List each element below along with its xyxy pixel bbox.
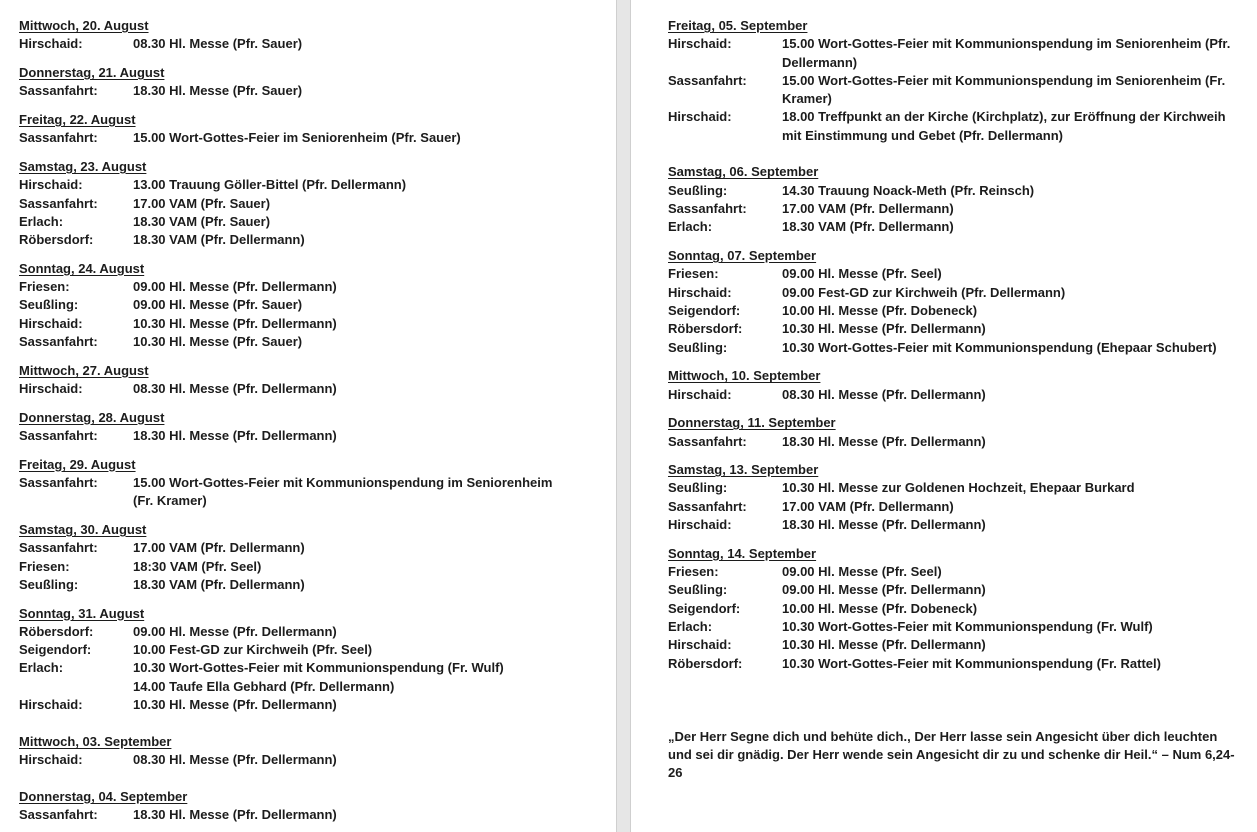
day-block — [19, 788, 573, 825]
entry-place: Friesen: — [668, 266, 719, 282]
entry-event: 15.00 Wort-Gottes-Feier mit Kommunionspendung im Seniorenheim (Fr. Kramer) — [133, 474, 553, 509]
entry-event: 18.30 Hl. Messe (Pfr. Dellermann) — [133, 806, 337, 822]
entry-place: Hirschaid: — [668, 284, 732, 300]
schedule-entry — [668, 618, 1243, 636]
entry-place — [19, 678, 133, 696]
entry-event: 18.30 Hl. Messe (Pfr. Dellermann) — [133, 427, 337, 443]
schedule-entry — [668, 386, 1243, 404]
entry-place: Erlach: — [19, 213, 64, 229]
entry-event: 09.00 Hl. Messe (Pfr. Dellermann) — [133, 279, 337, 295]
entry-place: Friesen: — [668, 564, 719, 580]
schedule-entry — [19, 380, 573, 398]
entry-place: Röbersdorf: — [668, 321, 743, 337]
schedule-entry — [19, 129, 573, 147]
day-block — [668, 247, 1243, 357]
schedule-entry — [668, 498, 1243, 516]
entry-event: 10.00 Fest-GD zur Kirchweih (Pfr. Seel) — [133, 642, 373, 658]
schedule-entry — [19, 176, 573, 194]
schedule-entry — [668, 600, 1243, 618]
schedule-entry — [668, 284, 1243, 302]
entry-place: Seigendorf: — [19, 642, 92, 658]
entry-event: 09.00 Fest-GD zur Kirchweih (Pfr. Dellermann) — [782, 284, 1066, 300]
entry-event: 18.30 VAM (Pfr. Sauer) — [133, 213, 271, 229]
entry-event: 09.00 Hl. Messe (Pfr. Dellermann) — [782, 582, 986, 598]
entry-event: 10.30 Hl. Messe (Pfr. Dellermann) — [133, 315, 337, 331]
day-block — [19, 456, 573, 511]
schedule-entry — [668, 655, 1243, 673]
day-heading: Samstag, 23. August — [19, 158, 147, 174]
schedule-entry — [19, 576, 573, 594]
schedule-entry — [19, 333, 573, 351]
day-heading: Freitag, 29. August — [19, 456, 136, 472]
entry-place: Seußling: — [668, 480, 728, 496]
entry-place: Hirschaid: — [668, 109, 732, 125]
entry-place: Seußling: — [19, 576, 79, 592]
day-heading: Mittwoch, 27. August — [19, 362, 149, 378]
schedule-entry — [668, 72, 1243, 109]
entry-place: Seußling: — [19, 297, 79, 313]
entry-event: 10.30 Hl. Messe (Pfr. Dellermann) — [782, 637, 986, 653]
entry-event: 18.30 Hl. Messe (Pfr. Sauer) — [133, 83, 303, 99]
day-heading: Sonntag, 07. September — [668, 248, 817, 264]
entry-place: Seußling: — [668, 339, 728, 355]
day-heading: Sonntag, 24. August — [19, 260, 145, 276]
schedule-column-left — [19, 17, 573, 832]
day-block — [19, 17, 573, 54]
entry-event: 08.30 Hl. Messe (Pfr. Dellermann) — [133, 381, 337, 396]
entry-event: 08.30 Hl. Messe (Pfr. Dellermann) — [782, 386, 986, 402]
entry-place: Friesen: — [19, 279, 70, 295]
entry-place: Hirschaid: — [19, 177, 83, 193]
schedule-entry — [19, 678, 573, 696]
schedule-entry — [668, 108, 1243, 145]
day-heading: Donnerstag, 28. August — [19, 409, 165, 425]
entry-place: Hirschaid: — [19, 697, 83, 713]
entry-event: 18.00 Treffpunkt an der Kirche (Kirchplatz), zur Eröffnung der Kirchweih mit Einstimmung und Gebet (Pfr. Dellermann) — [782, 109, 1226, 143]
entry-place: Sassanfahrt: — [668, 72, 747, 88]
day-heading: Mittwoch, 10. September — [668, 368, 821, 384]
schedule-entry — [19, 427, 573, 445]
day-block — [19, 409, 573, 446]
entry-event: 15.00 Wort-Gottes-Feier im Seniorenheim (Pfr. Sauer) — [133, 130, 461, 146]
schedule-entry — [668, 563, 1243, 581]
entry-place: Sassanfahrt: — [668, 433, 747, 449]
day-heading: Donnerstag, 21. August — [19, 64, 165, 80]
entry-place: Sassanfahrt: — [19, 130, 98, 146]
entry-place: Sassanfahrt: — [19, 83, 98, 99]
schedule-entry — [19, 806, 573, 824]
schedule-entry — [668, 479, 1243, 497]
entry-event: 10.30 Hl. Messe zur Goldenen Hochzeit, Ehepaar Burkard — [782, 480, 1135, 496]
day-heading: Sonntag, 31. August — [19, 605, 145, 621]
schedule-entry — [19, 751, 573, 769]
day-heading: Donnerstag, 04. September — [19, 788, 188, 804]
day-heading: Donnerstag, 11. September — [668, 415, 836, 431]
day-heading: Samstag, 30. August — [19, 521, 147, 537]
schedule-entry — [668, 302, 1243, 320]
entry-event: 10.30 Wort-Gottes-Feier mit Kommunionspendung (Fr. Wulf) — [133, 660, 504, 676]
entry-event: 18.30 VAM (Pfr. Dellermann) — [782, 219, 954, 235]
entry-place: Hirschaid: — [668, 36, 732, 52]
entry-event: 10.30 Hl. Messe (Pfr. Dellermann) — [133, 697, 337, 713]
day-block — [19, 733, 573, 770]
entry-event: 14.30 Trauung Noack-Meth (Pfr. Reinsch) — [782, 182, 1035, 198]
entry-event: 18.30 VAM (Pfr. Dellermann) — [133, 576, 305, 592]
day-heading: Samstag, 13. September — [668, 462, 819, 478]
entry-place: Sassanfahrt: — [19, 195, 98, 211]
schedule-entry — [19, 278, 573, 296]
entry-place: Röbersdorf: — [19, 232, 94, 248]
day-block — [19, 111, 573, 148]
entry-place: Seigendorf: — [668, 600, 741, 616]
day-block — [668, 163, 1243, 236]
entry-event: 09.00 Hl. Messe (Pfr. Seel) — [782, 266, 942, 282]
day-block — [668, 545, 1243, 673]
entry-event: 10.00 Hl. Messe (Pfr. Dobeneck) — [782, 302, 978, 318]
schedule-entry — [668, 636, 1243, 654]
document-page-right — [631, 0, 1257, 832]
entry-event: 18:30 VAM (Pfr. Seel) — [133, 558, 262, 574]
entry-event: 18.30 Hl. Messe (Pfr. Dellermann) — [782, 433, 986, 449]
entry-place: Sassanfahrt: — [19, 540, 98, 556]
schedule-entry — [19, 35, 573, 53]
entry-place: Sassanfahrt: — [19, 806, 98, 822]
entry-event: 10.30 Wort-Gottes-Feier mit Kommunionspendung (Fr. Rattel) — [782, 655, 1161, 671]
schedule-entry — [19, 623, 573, 641]
entry-event: 10.30 Wort-Gottes-Feier mit Kommunionspendung (Fr. Wulf) — [782, 618, 1153, 634]
entry-event: 14.00 Taufe Ella Gebhard (Pfr. Dellermann) — [133, 678, 395, 694]
entry-place: Hirschaid: — [668, 517, 732, 533]
schedule-entry — [668, 265, 1243, 283]
entry-event: 18.30 VAM (Pfr. Dellermann) — [133, 232, 305, 248]
schedule-entry — [668, 200, 1243, 218]
schedule-entry — [19, 696, 573, 714]
entry-event: 09.00 Hl. Messe (Pfr. Seel) — [782, 564, 942, 580]
day-heading: Freitag, 05. September — [668, 18, 808, 33]
entry-place: Sassanfahrt: — [19, 474, 98, 490]
entry-event: 15.00 Wort-Gottes-Feier mit Kommunionspendung im Seniorenheim (Pfr. Dellermann) — [782, 36, 1231, 70]
day-block — [19, 362, 573, 399]
entry-event: 15.00 Wort-Gottes-Feier mit Kommunionspendung im Seniorenheim (Fr. Kramer) — [782, 72, 1226, 107]
entry-event: 13.00 Trauung Göller-Bittel (Pfr. Dellermann) — [133, 177, 407, 193]
schedule-entry — [19, 539, 573, 557]
entry-event: 17.00 VAM (Pfr. Dellermann) — [782, 201, 954, 217]
schedule-entry — [668, 320, 1243, 338]
entry-event: 09.00 Hl. Messe (Pfr. Dellermann) — [133, 623, 337, 639]
entry-place: Erlach: — [19, 660, 64, 676]
entry-place: Hirschaid: — [19, 36, 83, 52]
schedule-entry — [19, 195, 573, 213]
entry-place: Hirschaid: — [668, 386, 732, 402]
schedule-days-right — [668, 17, 1243, 673]
entry-place: Seußling: — [668, 182, 728, 198]
schedule-entry — [668, 35, 1243, 72]
entry-place: Hirschaid: — [19, 752, 83, 767]
schedule-entry — [19, 231, 573, 249]
schedule-entry — [668, 516, 1243, 534]
day-heading: Samstag, 06. September — [668, 164, 819, 180]
day-block — [19, 260, 573, 351]
bible-quote: „Der Herr Segne dich und behüte dich., Der Herr lasse sein Angesicht über dich leuchten und sei dir gnädig. Der Herr wende sein Angesicht dir zu und schenke dir Heil.“ – Num 6,24-26 — [668, 728, 1235, 781]
entry-event: 18.30 Hl. Messe (Pfr. Dellermann) — [782, 517, 986, 533]
entry-place: Röbersdorf: — [668, 655, 743, 671]
day-heading: Mittwoch, 03. September — [19, 733, 172, 749]
schedule-entry — [668, 433, 1243, 451]
schedule-entry — [19, 213, 573, 231]
entry-event: 17.00 VAM (Pfr. Sauer) — [133, 195, 271, 211]
entry-event: 10.00 Hl. Messe (Pfr. Dobeneck) — [782, 600, 978, 616]
entry-event: 08.30 Hl. Messe (Pfr. Dellermann) — [133, 752, 337, 767]
entry-place: Sassanfahrt: — [19, 334, 98, 350]
entry-place: Röbersdorf: — [19, 623, 94, 639]
day-block — [19, 158, 573, 249]
entry-event: 17.00 VAM (Pfr. Dellermann) — [133, 540, 305, 556]
schedule-entry — [19, 474, 573, 511]
day-block — [19, 64, 573, 101]
entry-place: Seußling: — [668, 582, 728, 598]
document-page-left — [0, 0, 616, 832]
schedule-entry — [19, 659, 573, 677]
day-block — [668, 17, 1243, 145]
entry-place: Hirschaid: — [19, 381, 83, 396]
schedule-entry — [19, 641, 573, 659]
entry-event: 10.30 Hl. Messe (Pfr. Dellermann) — [782, 321, 986, 337]
entry-place: Sassanfahrt: — [668, 498, 747, 514]
schedule-entry — [668, 182, 1243, 200]
entry-place: Friesen: — [19, 558, 70, 574]
day-heading: Mittwoch, 20. August — [19, 18, 149, 33]
day-block — [19, 605, 573, 715]
schedule-entry — [19, 82, 573, 100]
entry-event: 10.30 Wort-Gottes-Feier mit Kommunionspendung (Ehepaar Schubert) — [782, 339, 1217, 355]
schedule-column-right — [668, 17, 1243, 783]
entry-place: Erlach: — [668, 219, 713, 235]
entry-event: 08.30 Hl. Messe (Pfr. Sauer) — [133, 36, 303, 52]
schedule-entry — [668, 581, 1243, 599]
entry-event: 09.00 Hl. Messe (Pfr. Sauer) — [133, 297, 303, 313]
day-block — [19, 521, 573, 594]
entry-place: Sassanfahrt: — [19, 427, 98, 443]
day-block — [668, 414, 1243, 451]
day-block — [668, 461, 1243, 534]
entry-event: 17.00 VAM (Pfr. Dellermann) — [782, 498, 954, 514]
schedule-entry — [668, 339, 1243, 357]
schedule-entry — [19, 558, 573, 576]
entry-place: Hirschaid: — [668, 637, 732, 653]
schedule-entry — [19, 296, 573, 314]
entry-place: Erlach: — [668, 618, 713, 634]
page-gutter — [616, 0, 631, 832]
schedule-entry — [668, 218, 1243, 236]
entry-place: Hirschaid: — [19, 315, 83, 331]
schedule-entry — [19, 315, 573, 333]
entry-place: Sassanfahrt: — [668, 201, 747, 217]
day-heading: Freitag, 22. August — [19, 111, 136, 127]
day-block — [668, 367, 1243, 404]
entry-place: Seigendorf: — [668, 302, 741, 318]
entry-event: 10.30 Hl. Messe (Pfr. Sauer) — [133, 334, 303, 350]
day-heading: Sonntag, 14. September — [668, 545, 817, 561]
